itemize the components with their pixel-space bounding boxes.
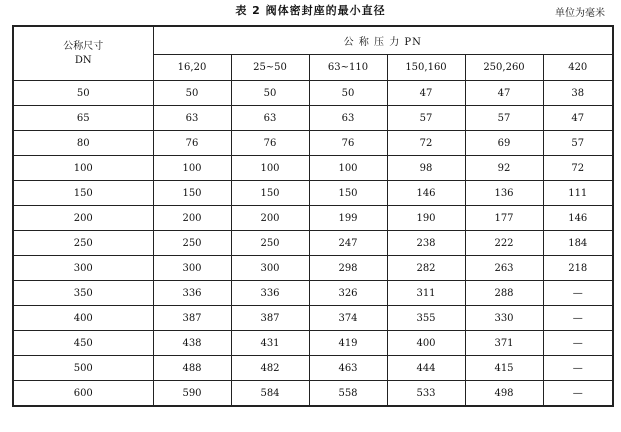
pn-column-header: 150,160 (387, 55, 465, 81)
value-cell: 100 (231, 156, 309, 181)
value-cell: — (543, 306, 613, 331)
value-cell: 387 (153, 306, 231, 331)
table-row (13, 381, 613, 407)
dn-cell: 50 (13, 81, 153, 106)
table-row (13, 306, 613, 331)
value-cell: 63 (231, 106, 309, 131)
value-cell: 463 (309, 356, 387, 381)
pn-column-header: 63~110 (309, 55, 387, 81)
value-cell: 330 (465, 306, 543, 331)
dn-header-label: 公称尺寸 (63, 40, 104, 52)
value-cell: 533 (387, 381, 465, 407)
value-cell: 150 (153, 181, 231, 206)
value-cell: 371 (465, 331, 543, 356)
value-cell: 590 (153, 381, 231, 407)
value-cell: 72 (543, 156, 613, 181)
dn-cell: 65 (13, 106, 153, 131)
unit-note: 单位为毫米 (555, 8, 605, 19)
value-cell: 50 (309, 81, 387, 106)
value-cell: 387 (231, 306, 309, 331)
value-cell: 50 (153, 81, 231, 106)
min-seat-diameter-table (12, 25, 614, 407)
value-cell: 498 (465, 381, 543, 407)
table-title: 表 2 阀体密封座的最小直径 (235, 4, 386, 17)
value-cell: 63 (153, 106, 231, 131)
table-row (13, 331, 613, 356)
table-row (13, 156, 613, 181)
dn-header-symbol: DN (74, 54, 92, 66)
value-cell: 57 (387, 106, 465, 131)
value-cell: 263 (465, 256, 543, 281)
value-cell: 38 (543, 81, 613, 106)
value-cell: 250 (153, 231, 231, 256)
value-cell: 298 (309, 256, 387, 281)
value-cell: 146 (387, 181, 465, 206)
dn-cell: 200 (13, 206, 153, 231)
value-cell: 92 (465, 156, 543, 181)
table-row (13, 206, 613, 231)
value-cell: 584 (231, 381, 309, 407)
value-cell: 63 (309, 106, 387, 131)
value-cell: 326 (309, 281, 387, 306)
value-cell: 431 (231, 331, 309, 356)
value-cell: 558 (309, 381, 387, 407)
value-cell: 482 (231, 356, 309, 381)
value-cell: 200 (231, 206, 309, 231)
value-cell: 419 (309, 331, 387, 356)
value-cell: 177 (465, 206, 543, 231)
value-cell: 444 (387, 356, 465, 381)
value-cell: 47 (465, 81, 543, 106)
value-cell: — (543, 356, 613, 381)
value-cell: 76 (309, 131, 387, 156)
value-cell: 100 (309, 156, 387, 181)
value-cell: 47 (387, 81, 465, 106)
value-cell: 76 (153, 131, 231, 156)
dn-cell: 250 (13, 231, 153, 256)
value-cell: 247 (309, 231, 387, 256)
dn-cell: 100 (13, 156, 153, 181)
table-row (13, 131, 613, 156)
value-cell: 336 (153, 281, 231, 306)
table-row (13, 356, 613, 381)
value-cell: 76 (231, 131, 309, 156)
dn-cell: 80 (13, 131, 153, 156)
value-cell: 218 (543, 256, 613, 281)
table-row (13, 231, 613, 256)
dn-cell: 350 (13, 281, 153, 306)
dn-cell: 400 (13, 306, 153, 331)
value-cell: 199 (309, 206, 387, 231)
value-cell: 250 (231, 231, 309, 256)
value-cell: 374 (309, 306, 387, 331)
pn-column-header: 420 (543, 55, 613, 81)
dn-cell: 500 (13, 356, 153, 381)
dn-cell: 150 (13, 181, 153, 206)
value-cell: 100 (153, 156, 231, 181)
table-row (13, 181, 613, 206)
value-cell: 146 (543, 206, 613, 231)
table-row (13, 256, 613, 281)
value-cell: 300 (231, 256, 309, 281)
value-cell: 400 (387, 331, 465, 356)
value-cell: 355 (387, 306, 465, 331)
value-cell: 282 (387, 256, 465, 281)
value-cell: 336 (231, 281, 309, 306)
value-cell: 47 (543, 106, 613, 131)
dn-header (13, 26, 153, 81)
value-cell: 69 (465, 131, 543, 156)
dn-cell: 600 (13, 381, 153, 407)
value-cell: 50 (231, 81, 309, 106)
value-cell: 72 (387, 131, 465, 156)
value-cell: 300 (153, 256, 231, 281)
value-cell: 98 (387, 156, 465, 181)
value-cell: 488 (153, 356, 231, 381)
dn-cell: 450 (13, 331, 153, 356)
value-cell: 222 (465, 231, 543, 256)
value-cell: 190 (387, 206, 465, 231)
pn-header: 公 称 压 力 PN (153, 26, 613, 55)
value-cell: 111 (543, 181, 613, 206)
value-cell: 311 (387, 281, 465, 306)
value-cell: 150 (309, 181, 387, 206)
value-cell: 238 (387, 231, 465, 256)
pn-column-header: 250,260 (465, 55, 543, 81)
value-cell: 136 (465, 181, 543, 206)
table-row (13, 281, 613, 306)
value-cell: 184 (543, 231, 613, 256)
value-cell: 200 (153, 206, 231, 231)
value-cell: — (543, 281, 613, 306)
value-cell: 438 (153, 331, 231, 356)
dn-cell: 300 (13, 256, 153, 281)
value-cell: 57 (543, 131, 613, 156)
value-cell: 415 (465, 356, 543, 381)
pn-column-header: 16,20 (153, 55, 231, 81)
pn-column-header: 25~50 (231, 55, 309, 81)
value-cell: — (543, 331, 613, 356)
value-cell: — (543, 381, 613, 407)
value-cell: 288 (465, 281, 543, 306)
table-row (13, 106, 613, 131)
value-cell: 150 (231, 181, 309, 206)
table-row (13, 81, 613, 106)
value-cell: 57 (465, 106, 543, 131)
